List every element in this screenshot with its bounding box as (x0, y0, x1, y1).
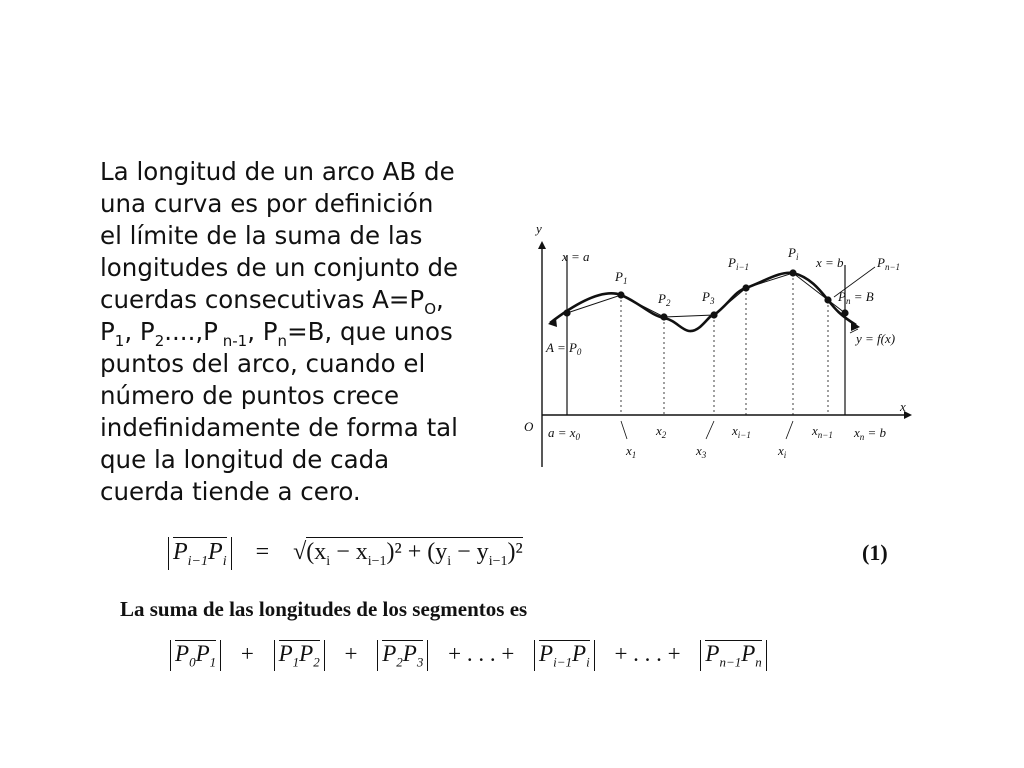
y-axis-label: y (536, 221, 542, 236)
label-x-eq-a: x = a (562, 249, 590, 264)
label-xi1 (731, 423, 751, 440)
label-part: = B (850, 289, 874, 304)
tick-leader-x1 (621, 421, 627, 439)
point-Pn (841, 309, 848, 316)
subscript: n (277, 332, 288, 350)
label-Pi (787, 245, 799, 262)
text-line (100, 316, 520, 348)
label-sub: n (859, 432, 865, 442)
label-sub: i (783, 450, 787, 460)
label-sub: 3 (709, 296, 715, 306)
arc-length-diagram (520, 215, 920, 475)
label-sub: 2 (661, 430, 667, 440)
text-fragment: P (100, 317, 115, 346)
text-line: que la longitud de cada (100, 445, 390, 474)
math-symbol: P (175, 641, 190, 666)
math-symbol: P (382, 641, 397, 666)
math-symbol: P (402, 641, 417, 666)
math-sub: i (326, 553, 331, 569)
label-part: x (778, 443, 784, 458)
math-sub: n (755, 654, 762, 670)
text-line: cuerda tiende a cero. (100, 477, 361, 506)
label-part: P (658, 291, 666, 306)
label-a-x0 (548, 425, 581, 442)
label-sub: 2 (665, 298, 671, 308)
equation-chord-length (168, 537, 523, 570)
text-fragment: , (436, 285, 444, 314)
plus-sign: + (240, 641, 254, 666)
label-xi (777, 443, 787, 460)
label-sub: 1 (631, 450, 637, 460)
tick-leader-xi (786, 421, 793, 439)
label-sub: i−1 (735, 262, 750, 272)
math-part: (x (306, 539, 327, 565)
point-P2 (660, 313, 667, 320)
tick-leader-x3 (706, 421, 714, 439)
text-fragment: , P (124, 317, 155, 346)
label-Pn-B (837, 289, 874, 306)
label-sub: i (795, 252, 799, 262)
math-sub: i−1 (187, 553, 209, 569)
label-xn-b (853, 425, 887, 442)
segment-term (377, 640, 428, 671)
sum-title: La suma de las longitudes de los segmentos es (120, 597, 528, 621)
math-symbol: P (741, 641, 756, 666)
point-Pi1 (742, 284, 749, 291)
ellipsis-plus: + . . . + (614, 641, 681, 666)
math-part: )² (507, 539, 523, 565)
math-sub: i (447, 553, 452, 569)
label-part: x (854, 425, 860, 440)
text-line: el límite de la suma de las (100, 221, 423, 250)
label-part: a = x (548, 425, 576, 440)
equation-number: (1) (862, 540, 888, 565)
label-part: A = P (546, 340, 577, 355)
label-part: P (788, 245, 796, 260)
text-line: longitudes de un conjunto de (100, 253, 459, 282)
segment-term (170, 640, 221, 671)
segment-overline (279, 640, 320, 671)
label-sub: 0 (575, 432, 581, 442)
label-y-fx: y = f(x) (856, 331, 896, 346)
origin-label: O (524, 419, 534, 434)
math-sub: i−1 (488, 553, 508, 569)
text-fragment: cuerdas consecutivas A=P (100, 285, 425, 314)
label-sub: n−1 (884, 262, 901, 272)
subscript: O (424, 300, 437, 318)
label-part: x (732, 423, 738, 438)
label-sub: n (845, 296, 851, 306)
text-line (100, 284, 520, 316)
math-symbol: P (173, 539, 188, 565)
label-P1 (614, 269, 627, 286)
math-symbol: P (572, 641, 587, 666)
label-P2 (657, 291, 671, 308)
math-sub: 3 (416, 654, 424, 670)
arc-length-figure (520, 215, 920, 475)
math-symbol: P (299, 641, 314, 666)
point-Pn1 (824, 296, 831, 303)
radicand (306, 537, 522, 570)
label-Pn1 (876, 255, 900, 272)
y-axis-arrow (538, 241, 546, 249)
label-sub: 3 (701, 450, 707, 460)
label-sub: n−1 (817, 430, 833, 440)
label-sub: 0 (576, 347, 582, 357)
label-x3 (695, 443, 707, 460)
label-part: P (728, 255, 736, 270)
text-fragment: , P (247, 317, 278, 346)
text-line: número de puntos crece (100, 381, 400, 410)
subscript: 1 (114, 332, 125, 350)
text-line: indefinidamente de forma tal (100, 413, 458, 442)
math-sub: 2 (313, 654, 320, 670)
label-A-P0 (545, 340, 582, 357)
math-part: − x (330, 539, 368, 565)
definition-paragraph (100, 156, 520, 508)
segment-term (534, 640, 595, 671)
label-part: x (812, 423, 818, 438)
text-line: una curva es por definición (100, 189, 434, 218)
label-Pi1 (727, 255, 749, 272)
absolute-value (168, 537, 232, 570)
point-Pi (789, 269, 796, 276)
label-part: P (838, 289, 846, 304)
label-part: x (656, 423, 662, 438)
math-symbol: P (278, 641, 293, 666)
label-part: P (702, 289, 710, 304)
text-fragment: ....,P (164, 317, 218, 346)
subscript: 2 (154, 332, 165, 350)
equals-sign: = (255, 539, 270, 565)
curve-right-arrow (851, 321, 860, 331)
sum-expression (170, 640, 767, 671)
math-sub: 2 (396, 654, 403, 670)
curve-left-arrow (548, 318, 557, 327)
point-P3 (710, 311, 717, 318)
math-sub: 0 (189, 654, 196, 670)
segment-term (274, 640, 325, 671)
math-sub: i (586, 654, 590, 670)
label-part: P (615, 269, 623, 284)
math-sub: 1 (292, 654, 300, 670)
math-symbol: P (705, 641, 720, 666)
text-line: puntos del arco, cuando el (100, 349, 426, 378)
math-part: )² + (y (386, 539, 448, 565)
label-x2 (655, 423, 667, 440)
segment-overline (539, 640, 590, 671)
label-x-eq-b: x = b (816, 255, 844, 270)
math-sub: i−1 (553, 654, 572, 670)
math-part: − y (451, 539, 489, 565)
segment-overline (173, 537, 227, 570)
label-part: x (626, 443, 632, 458)
math-symbol: P (195, 641, 210, 666)
segment-term (700, 640, 766, 671)
segment-overline (382, 640, 423, 671)
math-sub: i−1 (367, 553, 387, 569)
point-P1 (617, 291, 624, 298)
segment-overline (175, 640, 216, 671)
sqrt-sign: √ (293, 539, 307, 565)
text-line: La longitud de un arco AB de (100, 157, 455, 186)
math-symbol: P (539, 641, 554, 666)
segment-overline (705, 640, 761, 671)
text-fragment: =B, que unos (287, 317, 453, 346)
label-sub: i−1 (737, 430, 751, 440)
math-sub: i (222, 553, 227, 569)
label-sub: 1 (622, 276, 628, 286)
label-part: = b (864, 425, 887, 440)
label-xn1 (811, 423, 833, 440)
point-P0 (563, 309, 570, 316)
label-part: P (877, 255, 885, 270)
math-sub: 1 (209, 654, 217, 670)
math-sub: n−1 (719, 654, 742, 670)
subscript: n-1 (217, 332, 248, 350)
math-symbol: P (208, 539, 223, 565)
label-part: x (696, 443, 702, 458)
x-axis-label: x (900, 399, 906, 414)
plus-sign: + (344, 641, 358, 666)
ellipsis-plus: + . . . + (448, 641, 515, 666)
label-x1 (625, 443, 636, 460)
label-P3 (701, 289, 715, 306)
